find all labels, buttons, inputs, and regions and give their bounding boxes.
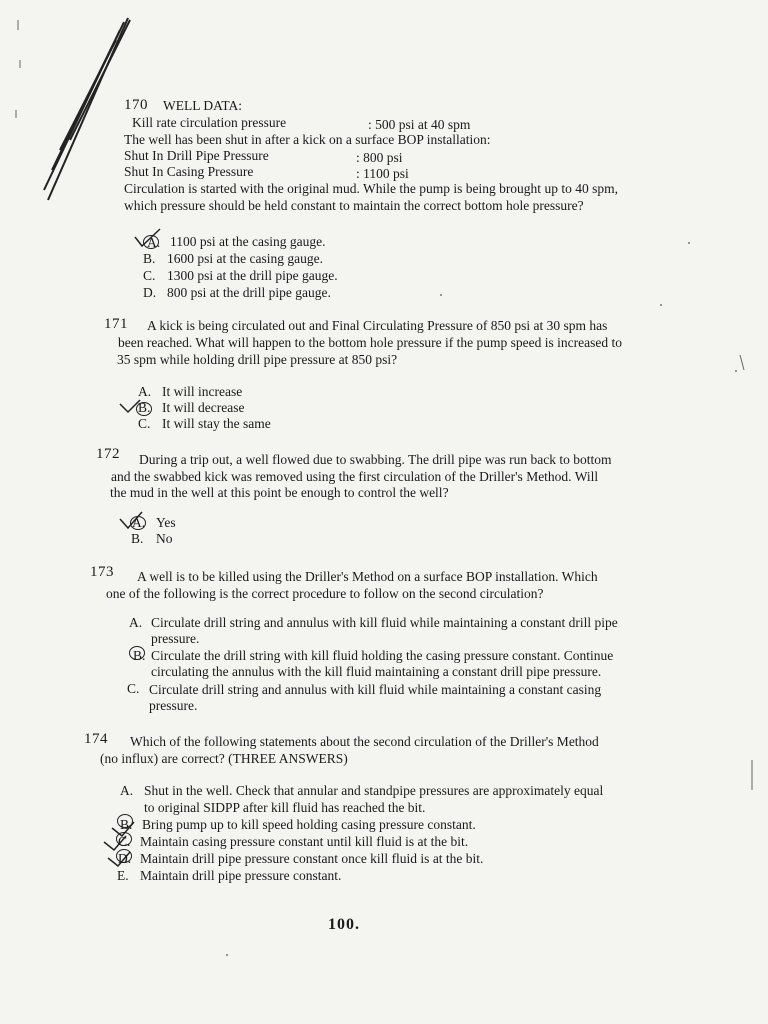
question-text-line: A well is to be killed using the Driller's Method on a surface BOP installation. Which	[137, 569, 598, 584]
option-text: circulating the annulus with the kill fluid maintaining a constant drill pipe pressure.	[151, 664, 602, 679]
question-text-line: Which of the following statements about the second circulation of the Driller's Method	[130, 734, 599, 749]
option-letter: B.	[143, 251, 156, 266]
option-text: 800 psi at the drill pipe gauge.	[167, 285, 331, 300]
question-number: 173	[90, 564, 114, 580]
kill-rate-label: Kill rate circulation pressure	[132, 115, 287, 130]
option-text: Yes	[156, 515, 176, 530]
option-letter: D.	[143, 285, 157, 300]
scan-speck	[735, 370, 737, 372]
option-text: to original SIDPP after kill fluid has reached the bit.	[144, 800, 426, 815]
shut-in-statement: The well has been shut in after a kick on a surface BOP installation:	[124, 132, 491, 147]
question-text-line: A kick is being circulated out and Final Circulating Pressure of 850 psi at 30 spm has	[147, 318, 608, 333]
question-text-line: During a trip out, a well flowed due to swabbing. The drill pipe was run back to bottom	[139, 452, 612, 467]
option-letter: A.	[147, 235, 161, 250]
scan-speck	[660, 304, 662, 306]
option-text: Maintain drill pipe pressure constant once kill fluid is at the bit.	[140, 851, 484, 866]
option-text: Circulate the drill string with kill fluid holding the casing pressure constant. Continue	[151, 648, 614, 663]
sidpp-value: : 800 psi	[356, 150, 403, 165]
option-letter: A.	[138, 384, 152, 399]
question-text-line: which pressure should be held constant to maintain the correct bottom hole pressure?	[124, 198, 584, 213]
option-text: It will stay the same	[162, 416, 271, 431]
option-text: 1300 psi at the drill pipe gauge.	[167, 268, 338, 283]
question-text-line: the mud in the well at this point be enough to control the well?	[110, 485, 449, 500]
sicp-label: Shut In Casing Pressure	[124, 164, 254, 179]
option-text: Circulate drill string and annulus with kill fluid while maintaining a constant drill pipe	[151, 615, 618, 630]
scan-speck	[688, 242, 690, 244]
option-letter: B.	[133, 648, 146, 663]
option-letter: C.	[118, 834, 131, 849]
option-text: 1600 psi at the casing gauge.	[167, 251, 323, 266]
question-text-line: (no influx) are correct? (THREE ANSWERS)	[100, 751, 348, 766]
option-text: Shut in the well. Check that annular and standpipe pressures are approximately equal	[144, 783, 604, 798]
option-letter: C.	[143, 268, 156, 283]
sicp-value: : 1100 psi	[356, 166, 409, 181]
question-number: 174	[84, 731, 108, 747]
option-text: Maintain casing pressure constant until kill fluid is at the bit.	[140, 834, 469, 849]
option-letter: C.	[138, 416, 151, 431]
question-text-line: and the swabbed kick was removed using the first circulation of the Driller's Method. Will	[111, 469, 599, 484]
kill-rate-value: : 500 psi at 40 spm	[368, 117, 471, 132]
option-letter: D.	[118, 851, 132, 866]
option-text: Maintain drill pipe pressure constant.	[140, 868, 342, 883]
question-text-line: 35 spm while holding drill pipe pressure at 850 psi?	[117, 352, 398, 367]
option-letter: A.	[120, 783, 134, 798]
option-text: pressure.	[151, 631, 200, 646]
question-text-line: been reached. What will happen to the bottom hole pressure if the pump speed is increased to	[118, 335, 622, 350]
option-text: No	[156, 531, 173, 546]
option-letter: B.	[138, 400, 151, 415]
option-text: Bring pump up to kill speed holding casing pressure constant.	[142, 817, 476, 832]
option-text: It will increase	[162, 384, 243, 399]
question-number: 172	[96, 446, 120, 462]
option-text: pressure.	[149, 698, 198, 713]
well-data-heading: WELL DATA:	[163, 98, 243, 113]
question-number: 170	[124, 97, 148, 113]
scan-speck	[226, 954, 228, 956]
page-number: 100.	[328, 916, 360, 933]
question-text-line: Circulation is started with the original mud. While the pump is being brought up to 40 spm,	[124, 181, 618, 196]
option-letter: C.	[127, 681, 140, 696]
question-text-line: one of the following is the correct procedure to follow on the second circulation?	[106, 586, 544, 601]
option-text: 1100 psi at the casing gauge.	[170, 234, 326, 249]
option-letter: B.	[120, 817, 133, 832]
scan-speck	[440, 294, 442, 296]
option-letter: A.	[129, 615, 143, 630]
option-letter: B.	[131, 531, 144, 546]
option-text: It will decrease	[162, 400, 245, 415]
question-number: 171	[104, 316, 128, 332]
option-letter: E.	[117, 868, 129, 883]
option-text: Circulate drill string and annulus with kill fluid while maintaining a constant casing	[149, 682, 602, 697]
option-letter: A.	[132, 515, 146, 530]
sidpp-label: Shut In Drill Pipe Pressure	[124, 148, 269, 163]
